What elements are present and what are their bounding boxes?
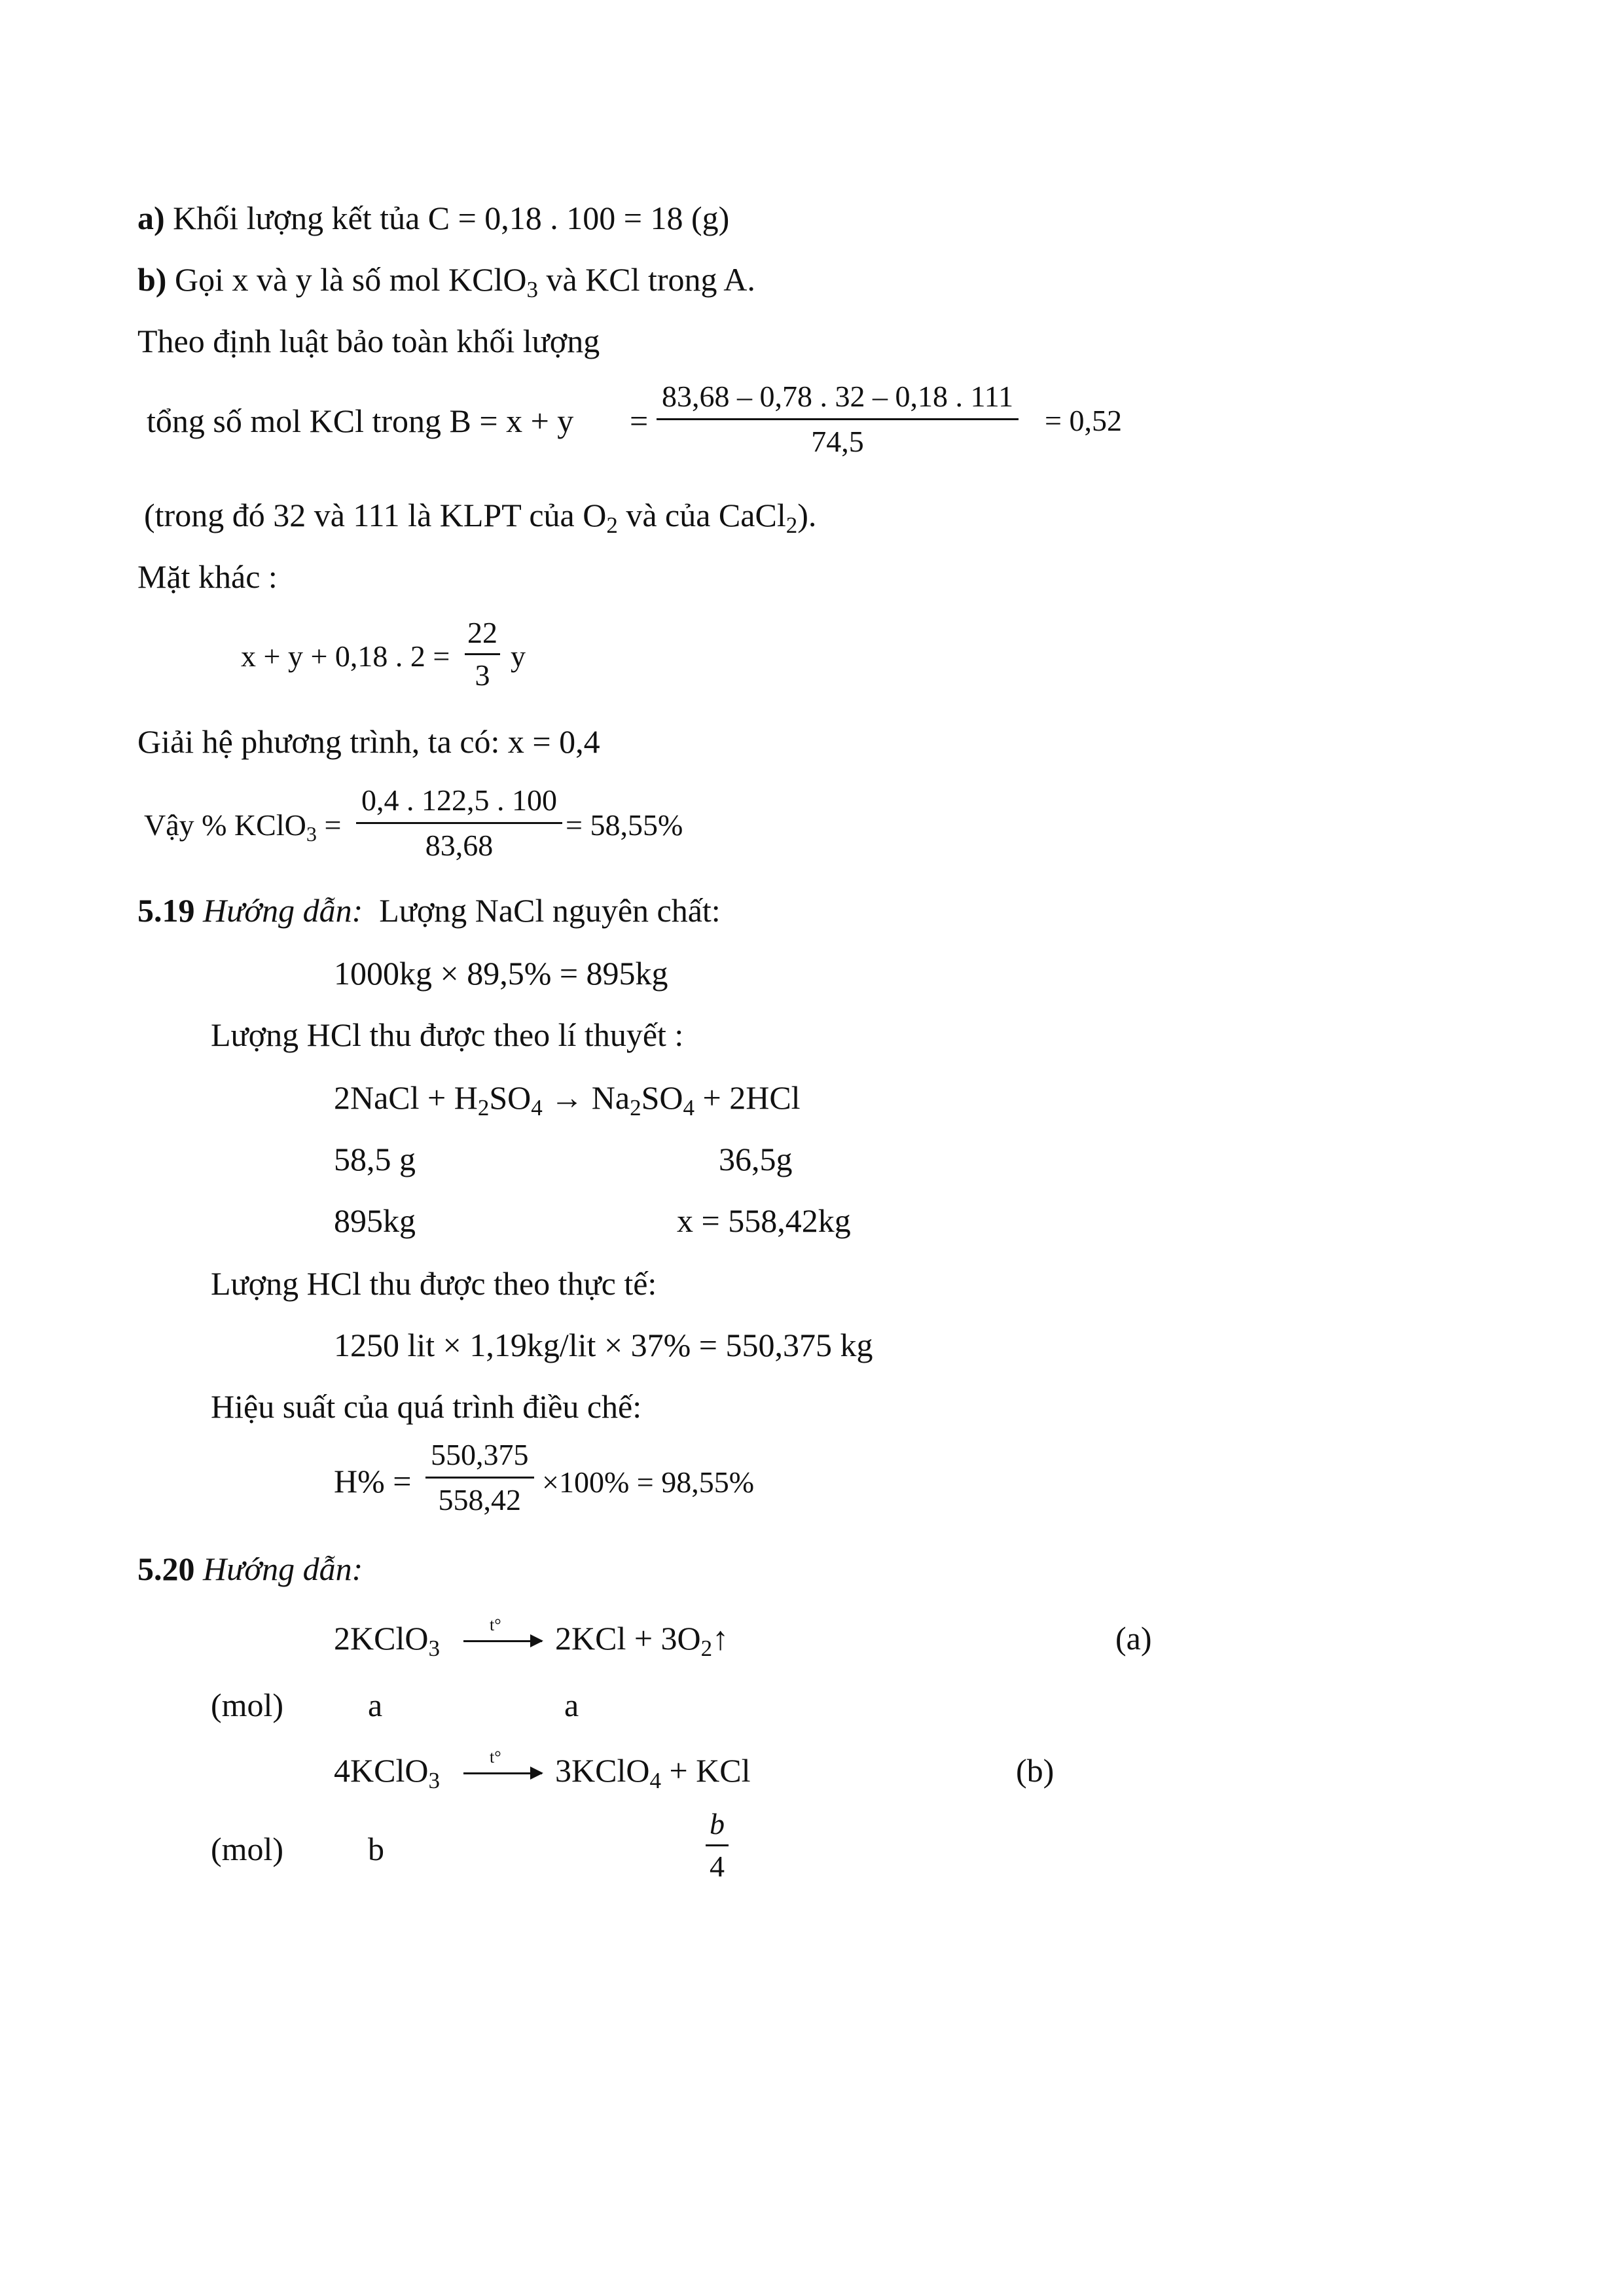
s520-r2-right: [555, 1752, 751, 1793]
s520-r2-right-sub: 4: [649, 1767, 661, 1793]
s519-reaction-p4: → Na: [542, 1079, 630, 1116]
percent-kclo3-fraction: [356, 785, 562, 861]
s519-reaction-p6: SO: [641, 1079, 683, 1116]
s519-reaction: [334, 1079, 801, 1121]
part-b-label: b): [137, 261, 167, 298]
s520-number: 5.20: [137, 1551, 195, 1587]
s519-reaction-p2: SO: [489, 1079, 532, 1116]
note-sub-2: 2: [785, 512, 798, 538]
percent-kclo3-result: = 58,55%: [566, 808, 683, 842]
s520-r1-left: [334, 1620, 440, 1661]
s520-mol-label-2: (mol): [211, 1831, 284, 1867]
s520-r2-tag: (b): [1016, 1752, 1055, 1789]
s520-r1-tag: (a): [1115, 1620, 1152, 1657]
s519-actual-line: 1250 lit × 1,19kg/lit × 37% = 550,375 kg: [334, 1327, 873, 1363]
s519-theory-title: Lượng HCl thu được theo lí thuyết :: [211, 1016, 684, 1053]
s520-r2-mol-fraction: [706, 1809, 729, 1882]
s520-r2-mol-denominator: 4: [706, 1844, 729, 1882]
kcl-total-eq: =: [630, 403, 649, 439]
s520-guide: Hướng dẫn:: [203, 1551, 363, 1587]
part-b-line: [137, 261, 755, 302]
kcl-total-result: = 0,52: [1045, 404, 1122, 437]
s519-yield-title: Hiệu suất của quá trình điều chế:: [211, 1388, 642, 1425]
part-a-label: a): [137, 200, 165, 236]
percent-kclo3-subscript: 3: [306, 822, 317, 846]
s519-yield-numerator: 550,375: [431, 1438, 529, 1471]
part-a-text: Khối lượng kết tủa C = 0,18 . 100 = 18 (g): [173, 200, 730, 236]
s520-r1-right: [555, 1620, 729, 1661]
law-line: Theo định luật bảo toàn khối lượng: [137, 323, 600, 359]
mat-khac: Mặt khác :: [137, 558, 278, 595]
s520-r1-left-text: 2KClO: [334, 1620, 429, 1657]
equation2-lhs: x + y + 0,18 . 2 =: [241, 639, 450, 673]
s519-reaction-p5: 2: [630, 1094, 641, 1121]
percent-kclo3-eq: =: [324, 808, 342, 842]
s519-intro: Lượng NaCl nguyên chất:: [379, 892, 721, 929]
s519-row1-left: 58,5 g: [334, 1141, 416, 1177]
kcl-total-denominator: 74,5: [657, 418, 1019, 457]
s519-number: 5.19: [137, 892, 195, 929]
s520-r2-left-sub: 3: [428, 1767, 440, 1793]
s519-reaction-p3: 4: [531, 1094, 543, 1121]
equation2-rhs: y: [511, 639, 526, 673]
note-text-3: ).: [797, 497, 817, 533]
s520-r1-left-sub: 3: [428, 1635, 440, 1661]
s519-row2-left: 895kg: [334, 1202, 416, 1239]
s519-guide: Hướng dẫn:: [203, 892, 363, 929]
s520-r1-right-text: 2KCl + 3O: [555, 1620, 701, 1657]
part-a-line: [137, 202, 729, 234]
s520-r2-right-text: 3KClO: [555, 1752, 650, 1789]
s520-r1-mol-b: a: [564, 1687, 579, 1723]
s520-r1-mol-a: a: [368, 1687, 383, 1723]
s519-row2-right: x = 558,42kg: [677, 1202, 851, 1239]
s520-r2-right-tail: + KCl: [669, 1752, 751, 1789]
s519-row1-right: 36,5g: [719, 1141, 793, 1177]
percent-kclo3-prefix: [144, 808, 342, 846]
s519-reaction-p1: 2: [477, 1094, 490, 1121]
note-line: [144, 497, 817, 538]
note-sub-1: 2: [606, 512, 618, 538]
s519-yield-prefix: H% =: [334, 1463, 412, 1499]
s519-yield-result: ×100% = 98,55%: [542, 1465, 755, 1499]
percent-kclo3-denominator: 83,68: [356, 822, 562, 861]
solve-line: Giải hệ phương trình, ta có: x = 0,4: [137, 723, 600, 760]
s519-reaction-p8: + 2HCl: [695, 1079, 801, 1116]
s519-yield-fraction: [425, 1440, 534, 1515]
part-b-subscript: 3: [526, 276, 538, 302]
s519-actual-title: Lượng HCl thu được theo thực tế:: [211, 1265, 657, 1302]
kcl-total-prefix: tổng số mol KCl trong B = x + y: [147, 403, 574, 439]
s520-r1-arrow: [463, 1640, 542, 1642]
s520-r2-mol-numerator: b: [710, 1807, 725, 1840]
note-text-2: và của CaCl: [626, 497, 786, 533]
s520-heading: [137, 1552, 363, 1585]
s520-r1-arrow-label: t°: [490, 1615, 501, 1634]
part-b-text-1: Gọi x và y là số mol KClO: [174, 261, 527, 298]
percent-kclo3-text: Vậy % KClO: [144, 808, 306, 842]
s519-yield-denominator: 558,42: [425, 1477, 534, 1515]
part-b-text-2: và KCl trong A.: [546, 261, 755, 298]
equation2-denominator: 3: [465, 653, 500, 691]
s520-r2-arrow: [463, 1772, 542, 1774]
s520-r2-mol-a: b: [368, 1831, 384, 1867]
s519-reaction-p0: 2NaCl + H: [334, 1079, 478, 1116]
percent-kclo3-numerator: 0,4 . 122,5 . 100: [361, 783, 557, 817]
note-text-1: (trong đó 32 và 111 là KLPT của O: [144, 497, 607, 533]
s519-line1: 1000kg × 89,5% = 895kg: [334, 955, 668, 992]
s519-heading: [137, 894, 721, 927]
equation2-fraction: [465, 618, 500, 691]
s520-r2-left-text: 4KClO: [334, 1752, 429, 1789]
s520-r2-arrow-label: t°: [490, 1748, 501, 1767]
kcl-total-numerator: 83,68 – 0,78 . 32 – 0,18 . 111: [662, 380, 1014, 413]
s520-r2-left: [334, 1752, 440, 1793]
s520-mol-label-1: (mol): [211, 1687, 284, 1723]
kcl-total-fraction: [657, 382, 1019, 457]
s519-reaction-p7: 4: [683, 1094, 695, 1121]
gas-up-arrow-icon: ↑: [712, 1620, 729, 1657]
s520-r1-right-sub: 2: [700, 1635, 713, 1661]
equation2-numerator: 22: [467, 616, 497, 649]
